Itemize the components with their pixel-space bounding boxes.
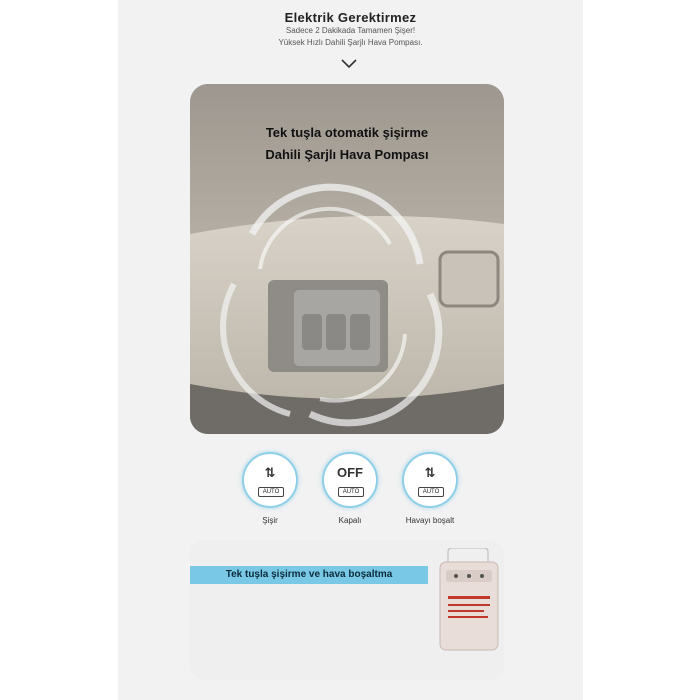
deflate-icon[interactable]: ⇅ AUTO bbox=[402, 452, 458, 508]
features-row bbox=[118, 452, 583, 542]
off-icon[interactable]: OFF AUTO bbox=[322, 452, 378, 508]
feature-label: Şişir bbox=[262, 516, 278, 525]
feature-inflate[interactable] bbox=[234, 452, 306, 525]
auto-tag: AUTO bbox=[258, 487, 284, 497]
chevron-down-icon[interactable] bbox=[340, 58, 358, 70]
hero-caption-line-1: Tek tuşla otomatik şişirme bbox=[265, 125, 429, 140]
feature-deflate[interactable] bbox=[394, 452, 466, 525]
header-title: Elektrik Gerektirmez bbox=[284, 10, 417, 25]
feature-label: Havayı boşalt bbox=[405, 516, 455, 525]
feature-banner: Tek tuşla şişirme ve hava boşaltma bbox=[190, 566, 428, 584]
auto-tag: AUTO bbox=[338, 487, 364, 497]
product-page bbox=[118, 0, 583, 700]
header-subtitle-1: Sadece 2 Dakikada Tamamen Şişer! bbox=[285, 26, 416, 35]
hero-caption-line-2: Dahili Şarjlı Hava Pompası bbox=[265, 147, 429, 162]
inflate-icon[interactable]: ⇅ AUTO bbox=[242, 452, 298, 508]
feature-label: Kapalı bbox=[338, 516, 362, 525]
feature-off[interactable] bbox=[314, 452, 386, 525]
hero-image bbox=[190, 84, 504, 434]
auto-tag: AUTO bbox=[418, 487, 444, 497]
header bbox=[118, 6, 583, 49]
hero-caption bbox=[190, 122, 504, 166]
header-subtitle-2: Yüksek Hızlı Dahili Şarjlı Hava Pompası. bbox=[278, 38, 423, 47]
pump-device-image bbox=[436, 548, 502, 652]
